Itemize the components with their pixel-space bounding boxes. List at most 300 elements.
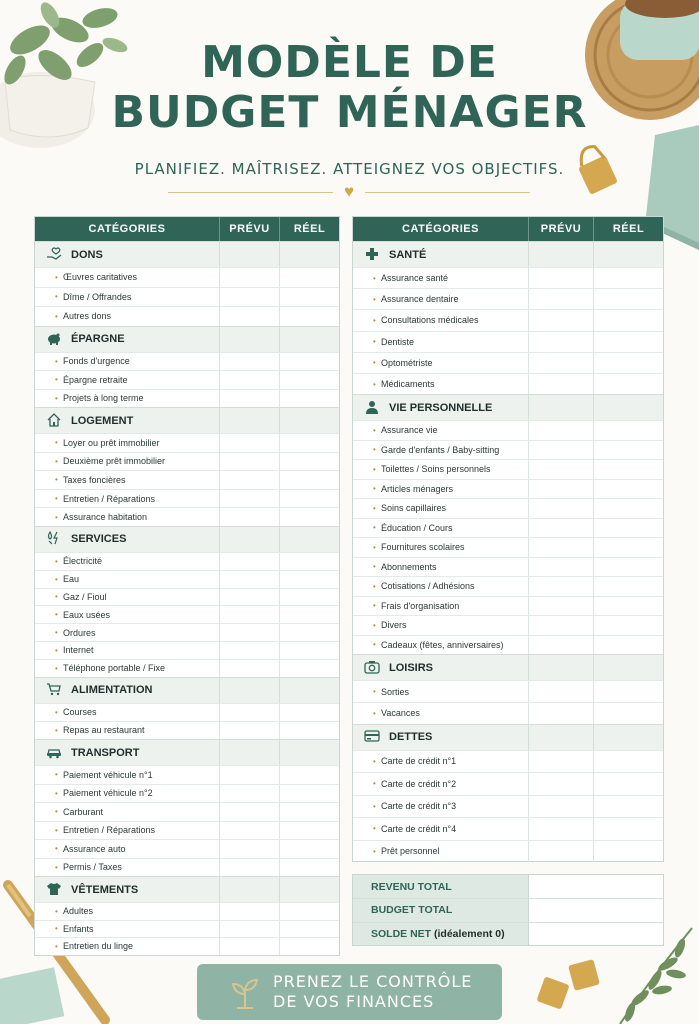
planned-amount-cell[interactable]: [529, 480, 594, 499]
category-cell: [594, 725, 663, 750]
planned-amount-cell[interactable]: [220, 624, 280, 641]
category-cell: [220, 678, 280, 703]
actual-amount-cell[interactable]: [594, 577, 663, 596]
actual-amount-cell[interactable]: [280, 371, 339, 389]
piggy-bank-icon: [45, 331, 63, 347]
table-row: [353, 267, 663, 288]
divider-left: [168, 192, 333, 193]
actual-amount-cell[interactable]: [280, 722, 339, 739]
column-header-planned: PRÉVU: [220, 217, 280, 241]
planned-amount-cell[interactable]: [220, 571, 280, 588]
category-cell: [529, 242, 594, 267]
table-row: [353, 352, 663, 373]
car-icon: [45, 745, 63, 761]
category-header: [353, 725, 529, 750]
planned-amount-cell[interactable]: [220, 288, 280, 307]
planned-amount-cell[interactable]: [220, 921, 280, 938]
table-row: [35, 641, 339, 659]
page-subtitle: PLANIFIEZ. MAÎTRISEZ. ATTEIGNEZ VOS OBJECTIFS.: [134, 160, 565, 178]
planned-amount-cell[interactable]: [220, 390, 280, 408]
planned-amount-cell[interactable]: [529, 268, 594, 288]
total-budget-value[interactable]: [529, 899, 663, 921]
category-label: LOISIRS: [389, 661, 434, 674]
category-cell: [220, 740, 280, 765]
planned-amount-cell[interactable]: [529, 289, 594, 309]
table-row: [35, 370, 339, 389]
category-label: DONS: [71, 248, 103, 261]
actual-amount-cell[interactable]: [280, 859, 339, 877]
utilities-icon: [45, 531, 63, 547]
table-row: [35, 470, 339, 489]
planned-amount-cell[interactable]: [529, 499, 594, 518]
camera-icon: [363, 660, 381, 676]
sprout-icon: [227, 974, 263, 1010]
table-row: [35, 507, 339, 526]
actual-amount-cell[interactable]: [594, 796, 663, 818]
planned-amount-cell[interactable]: [220, 859, 280, 877]
table-row: [35, 784, 339, 803]
actual-amount-cell[interactable]: [280, 704, 339, 721]
category-row-vetements: [35, 876, 339, 902]
expense-label: • Carte de crédit n°3: [353, 796, 529, 818]
category-row-services: [35, 526, 339, 552]
actual-amount-cell[interactable]: [594, 519, 663, 538]
planned-amount-cell[interactable]: [220, 434, 280, 452]
actual-amount-cell[interactable]: [594, 616, 663, 635]
column-header-category: CATÉGORIES: [353, 217, 529, 241]
actual-amount-cell[interactable]: [594, 332, 663, 352]
expense-label: • Eaux usées: [35, 606, 220, 623]
expense-label: • Entretien / Réparations: [35, 822, 220, 840]
category-cell: [220, 327, 280, 352]
total-income-label: REVENU TOTAL: [353, 875, 529, 898]
expense-label: • Assurance dentaire: [353, 289, 529, 309]
expense-label: • Garde d'enfants / Baby-sitting: [353, 441, 529, 460]
planned-amount-cell[interactable]: [220, 471, 280, 489]
category-row-logement: [35, 407, 339, 433]
planned-amount-cell[interactable]: [529, 577, 594, 596]
table-row: [353, 440, 663, 460]
category-row-epargne: [35, 326, 339, 352]
category-cell: [594, 655, 663, 680]
category-cell: [220, 527, 280, 552]
category-label: ÉPARGNE: [71, 333, 125, 345]
expense-label: • Gaz / Fioul: [35, 589, 220, 606]
category-label: LOGEMENT: [71, 414, 134, 427]
actual-amount-cell[interactable]: [594, 421, 663, 440]
category-header: [35, 740, 220, 765]
planned-amount-cell[interactable]: [220, 490, 280, 508]
expense-label: • Éducation / Cours: [353, 519, 529, 538]
expense-label: • Carte de crédit n°2: [353, 773, 529, 795]
actual-amount-cell[interactable]: [280, 471, 339, 489]
expense-label: • Soins capillaires: [353, 499, 529, 518]
expense-label: • Abonnements: [353, 558, 529, 577]
table-row: [353, 373, 663, 394]
table-row: [353, 288, 663, 309]
actual-amount-cell[interactable]: [280, 508, 339, 526]
total-income-value[interactable]: [529, 875, 663, 898]
table-row: [353, 557, 663, 577]
planned-amount-cell[interactable]: [220, 785, 280, 803]
actual-amount-cell[interactable]: [594, 538, 663, 557]
actual-amount-cell[interactable]: [280, 353, 339, 371]
table-row: [353, 518, 663, 538]
planned-amount-cell[interactable]: [529, 796, 594, 818]
expense-label: • Épargne retraite: [35, 371, 220, 389]
table-row: [35, 389, 339, 408]
actual-amount-cell[interactable]: [594, 841, 663, 863]
column-header-actual: RÉEL: [293, 223, 326, 235]
divider-right: [365, 192, 530, 193]
category-row-loisirs: [353, 654, 663, 680]
category-header: [353, 655, 529, 680]
medical-cross-icon: [363, 247, 381, 263]
expense-label: • Assurance santé: [353, 268, 529, 288]
table-row: [35, 920, 339, 938]
table-row: [353, 537, 663, 557]
actual-amount-cell[interactable]: [594, 374, 663, 394]
table-row: [35, 839, 339, 858]
category-label: SERVICES: [71, 533, 127, 546]
table-row: [353, 635, 663, 655]
table-row: [353, 576, 663, 596]
planned-amount-cell[interactable]: [529, 441, 594, 460]
actual-amount-cell[interactable]: [280, 589, 339, 606]
expense-label: • Cadeaux (fêtes, anniversaires): [353, 636, 529, 655]
category-cell: [220, 877, 280, 902]
expense-label: • Autres dons: [35, 307, 220, 326]
expense-label: • Consultations médicales: [353, 310, 529, 330]
table-row: [353, 420, 663, 440]
category-cell: [594, 395, 663, 420]
actual-amount-cell[interactable]: [280, 803, 339, 821]
totals-table: [352, 874, 664, 946]
table-row: [35, 765, 339, 784]
planned-amount-cell[interactable]: [220, 508, 280, 526]
category-cell: [529, 395, 594, 420]
table-header: [353, 217, 663, 241]
expense-label: • Permis / Taxes: [35, 859, 220, 877]
table-row: [35, 433, 339, 452]
table-row: [353, 615, 663, 635]
category-row-vie-personnelle: [353, 394, 663, 420]
category-header: [353, 395, 529, 420]
table-row: [35, 659, 339, 677]
table-row: [35, 352, 339, 371]
planned-amount-cell[interactable]: [529, 841, 594, 863]
actual-amount-cell[interactable]: [280, 390, 339, 408]
table-row: [353, 772, 663, 795]
table-row: [353, 331, 663, 352]
expense-label: • Entretien / Réparations: [35, 490, 220, 508]
category-label: VIE PERSONNELLE: [389, 401, 493, 414]
planned-amount-cell[interactable]: [220, 803, 280, 821]
planned-amount-cell[interactable]: [529, 538, 594, 557]
actual-amount-cell[interactable]: [594, 353, 663, 373]
shopping-cart-icon: [45, 682, 63, 698]
table-row: [35, 605, 339, 623]
table-row: [35, 267, 339, 287]
total-income-row: [353, 875, 663, 898]
planned-amount-cell[interactable]: [220, 268, 280, 287]
actual-amount-cell[interactable]: [280, 642, 339, 659]
planned-amount-cell[interactable]: [529, 616, 594, 635]
actual-amount-cell[interactable]: [280, 785, 339, 803]
page-title: MODÈLE DE BUDGET MÉNAGER: [111, 37, 588, 138]
credit-card-icon: [363, 729, 381, 745]
category-cell: [220, 408, 280, 433]
binder-clips-bottom-decoration: [535, 950, 605, 1020]
expense-label: • Fournitures scolaires: [353, 538, 529, 557]
category-row-dettes: [353, 724, 663, 750]
expense-label: • Électricité: [35, 553, 220, 570]
actual-amount-cell[interactable]: [280, 490, 339, 508]
expense-label: • Courses: [35, 704, 220, 721]
category-cell: [280, 740, 339, 765]
expense-label: • Assurance habitation: [35, 508, 220, 526]
planned-amount-cell[interactable]: [220, 606, 280, 623]
planned-amount-cell[interactable]: [220, 840, 280, 858]
expense-label: • Entretien du linge: [35, 938, 220, 955]
category-cell: [280, 527, 339, 552]
table-row: [353, 817, 663, 840]
table-row: [35, 489, 339, 508]
table-row: [35, 902, 339, 920]
expense-label: • Assurance auto: [35, 840, 220, 858]
total-budget-label: BUDGET TOTAL: [353, 899, 529, 921]
actual-amount-cell[interactable]: [280, 553, 339, 570]
actual-amount-cell[interactable]: [594, 441, 663, 460]
expense-label: • Repas au restaurant: [35, 722, 220, 739]
actual-amount-cell[interactable]: [594, 460, 663, 479]
total-budget-row: [353, 898, 663, 921]
table-row: [353, 750, 663, 773]
expense-label: • Loyer ou prêt immobilier: [35, 434, 220, 452]
category-header: [35, 408, 220, 433]
planned-amount-cell[interactable]: [529, 353, 594, 373]
actual-amount-cell[interactable]: [594, 289, 663, 309]
category-row-sante: [353, 241, 663, 267]
actual-amount-cell[interactable]: [594, 480, 663, 499]
table-row: [353, 459, 663, 479]
actual-amount-cell[interactable]: [594, 310, 663, 330]
table-row: [353, 702, 663, 724]
expense-label: • Dentiste: [353, 332, 529, 352]
net-balance-label: SOLDE NET (idéalement 0): [353, 923, 529, 945]
house-icon: [45, 413, 63, 429]
expense-label: • Internet: [35, 642, 220, 659]
expense-label: • Adultes: [35, 903, 220, 920]
expense-label: • Carburant: [35, 803, 220, 821]
actual-amount-cell[interactable]: [594, 558, 663, 577]
category-header: [35, 527, 220, 552]
actual-amount-cell[interactable]: [280, 822, 339, 840]
expense-label: • Assurance vie: [353, 421, 529, 440]
planned-amount-cell[interactable]: [220, 307, 280, 326]
category-label: ALIMENTATION: [71, 684, 153, 697]
category-row-dons: [35, 241, 339, 267]
table-row: [353, 479, 663, 499]
table-row: [35, 802, 339, 821]
table-header: [35, 217, 339, 241]
planned-amount-cell[interactable]: [220, 766, 280, 784]
category-cell: [594, 242, 663, 267]
table-row: [35, 588, 339, 606]
actual-amount-cell[interactable]: [280, 288, 339, 307]
expense-label: • Œuvres caritatives: [35, 268, 220, 287]
actual-amount-cell[interactable]: [280, 903, 339, 920]
category-label: DETTES: [389, 731, 433, 744]
actual-amount-cell[interactable]: [280, 624, 339, 641]
expense-label: • Frais d'organisation: [353, 597, 529, 616]
table-row: [35, 287, 339, 307]
expense-label: • Projets à long terme: [35, 390, 220, 408]
expense-label: • Divers: [353, 616, 529, 635]
actual-amount-cell[interactable]: [280, 938, 339, 955]
expense-label: • Paiement véhicule n°2: [35, 785, 220, 803]
actual-amount-cell[interactable]: [280, 660, 339, 677]
expense-label: • Carte de crédit n°1: [353, 751, 529, 773]
actual-amount-cell[interactable]: [594, 597, 663, 616]
planned-amount-cell[interactable]: [529, 597, 594, 616]
planned-amount-cell[interactable]: [220, 553, 280, 570]
column-header-planned: PRÉVU: [529, 217, 594, 241]
expense-label: • Eau: [35, 571, 220, 588]
expense-label: • Taxes foncières: [35, 471, 220, 489]
category-label: TRANSPORT: [71, 746, 140, 759]
actual-amount-cell[interactable]: [280, 606, 339, 623]
table-row: [353, 840, 663, 863]
planned-amount-cell[interactable]: [529, 374, 594, 394]
cta-banner: [197, 964, 502, 1020]
actual-amount-cell[interactable]: [280, 840, 339, 858]
category-cell: [280, 242, 339, 267]
actual-amount-cell[interactable]: [280, 268, 339, 287]
table-row: [353, 309, 663, 330]
net-balance-value[interactable]: [529, 923, 663, 945]
expense-label: • Optométriste: [353, 353, 529, 373]
planned-amount-cell[interactable]: [529, 818, 594, 840]
expense-label: • Vacances: [353, 703, 529, 724]
column-header-actual: RÉEL: [612, 223, 645, 235]
planned-amount-cell[interactable]: [529, 751, 594, 773]
table-row: [353, 795, 663, 818]
heart-icon: ♥: [343, 182, 355, 201]
actual-amount-cell[interactable]: [594, 773, 663, 795]
expense-label: • Médicaments: [353, 374, 529, 394]
category-label: VÊTEMENTS: [71, 883, 139, 896]
expense-label: • Deuxième prêt immobilier: [35, 453, 220, 471]
actual-amount-cell[interactable]: [280, 434, 339, 452]
planned-amount-cell[interactable]: [220, 453, 280, 471]
expense-label: • Sorties: [353, 681, 529, 702]
planned-amount-cell[interactable]: [220, 704, 280, 721]
planned-amount-cell[interactable]: [529, 681, 594, 702]
actual-amount-cell[interactable]: [594, 499, 663, 518]
planned-amount-cell[interactable]: [220, 822, 280, 840]
planned-amount-cell[interactable]: [220, 938, 280, 955]
tshirt-icon: [45, 882, 63, 898]
actual-amount-cell[interactable]: [280, 453, 339, 471]
category-cell: [280, 408, 339, 433]
expense-label: • Dîme / Offrandes: [35, 288, 220, 307]
actual-amount-cell[interactable]: [594, 818, 663, 840]
planned-amount-cell[interactable]: [220, 642, 280, 659]
table-row: [353, 498, 663, 518]
category-cell: [280, 327, 339, 352]
table-row: [35, 570, 339, 588]
actual-amount-cell[interactable]: [280, 921, 339, 938]
actual-amount-cell[interactable]: [280, 766, 339, 784]
expense-label: • Paiement véhicule n°1: [35, 766, 220, 784]
hand-heart-icon: [45, 247, 63, 263]
category-header: [35, 678, 220, 703]
category-header: [35, 242, 220, 267]
planned-amount-cell[interactable]: [220, 660, 280, 677]
planned-amount-cell[interactable]: [220, 371, 280, 389]
person-icon: [363, 400, 381, 416]
actual-amount-cell[interactable]: [594, 681, 663, 702]
actual-amount-cell[interactable]: [594, 751, 663, 773]
table-row: [35, 858, 339, 877]
category-header: [35, 327, 220, 352]
planned-amount-cell[interactable]: [529, 636, 594, 655]
planned-amount-cell[interactable]: [220, 722, 280, 739]
table-row: [35, 306, 339, 326]
actual-amount-cell[interactable]: [280, 571, 339, 588]
table-row: [35, 703, 339, 721]
planned-amount-cell[interactable]: [529, 703, 594, 724]
expense-label: • Fonds d'urgence: [35, 353, 220, 371]
actual-amount-cell[interactable]: [594, 703, 663, 724]
table-row: [35, 821, 339, 840]
category-header: [35, 877, 220, 902]
budget-table-left: [34, 216, 340, 956]
planned-amount-cell[interactable]: [529, 519, 594, 538]
cta-text: PRENEZ LE CONTRÔLE DE VOS FINANCES: [273, 972, 473, 1011]
planned-amount-cell[interactable]: [529, 460, 594, 479]
category-cell: [220, 242, 280, 267]
table-row: [353, 680, 663, 702]
actual-amount-cell[interactable]: [280, 307, 339, 326]
category-cell: [529, 725, 594, 750]
table-row: [35, 623, 339, 641]
planned-amount-cell[interactable]: [529, 421, 594, 440]
actual-amount-cell[interactable]: [594, 636, 663, 655]
actual-amount-cell[interactable]: [594, 268, 663, 288]
planned-amount-cell[interactable]: [529, 558, 594, 577]
expense-label: • Téléphone portable / Fixe: [35, 660, 220, 677]
category-cell: [280, 678, 339, 703]
table-row: [35, 552, 339, 570]
category-label: SANTÉ: [389, 248, 427, 261]
column-header-category: CATÉGORIES: [35, 217, 220, 241]
expense-label: • Articles ménagers: [353, 480, 529, 499]
planned-amount-cell[interactable]: [220, 903, 280, 920]
category-header: [353, 242, 529, 267]
expense-label: • Enfants: [35, 921, 220, 938]
expense-label: • Cotisations / Adhésions: [353, 577, 529, 596]
planned-amount-cell[interactable]: [529, 332, 594, 352]
category-row-alimentation: [35, 677, 339, 703]
planned-amount-cell[interactable]: [529, 310, 594, 330]
table-row: [35, 937, 339, 955]
budget-table-right: [352, 216, 664, 862]
planned-amount-cell[interactable]: [220, 353, 280, 371]
planned-amount-cell[interactable]: [529, 773, 594, 795]
planned-amount-cell[interactable]: [220, 589, 280, 606]
